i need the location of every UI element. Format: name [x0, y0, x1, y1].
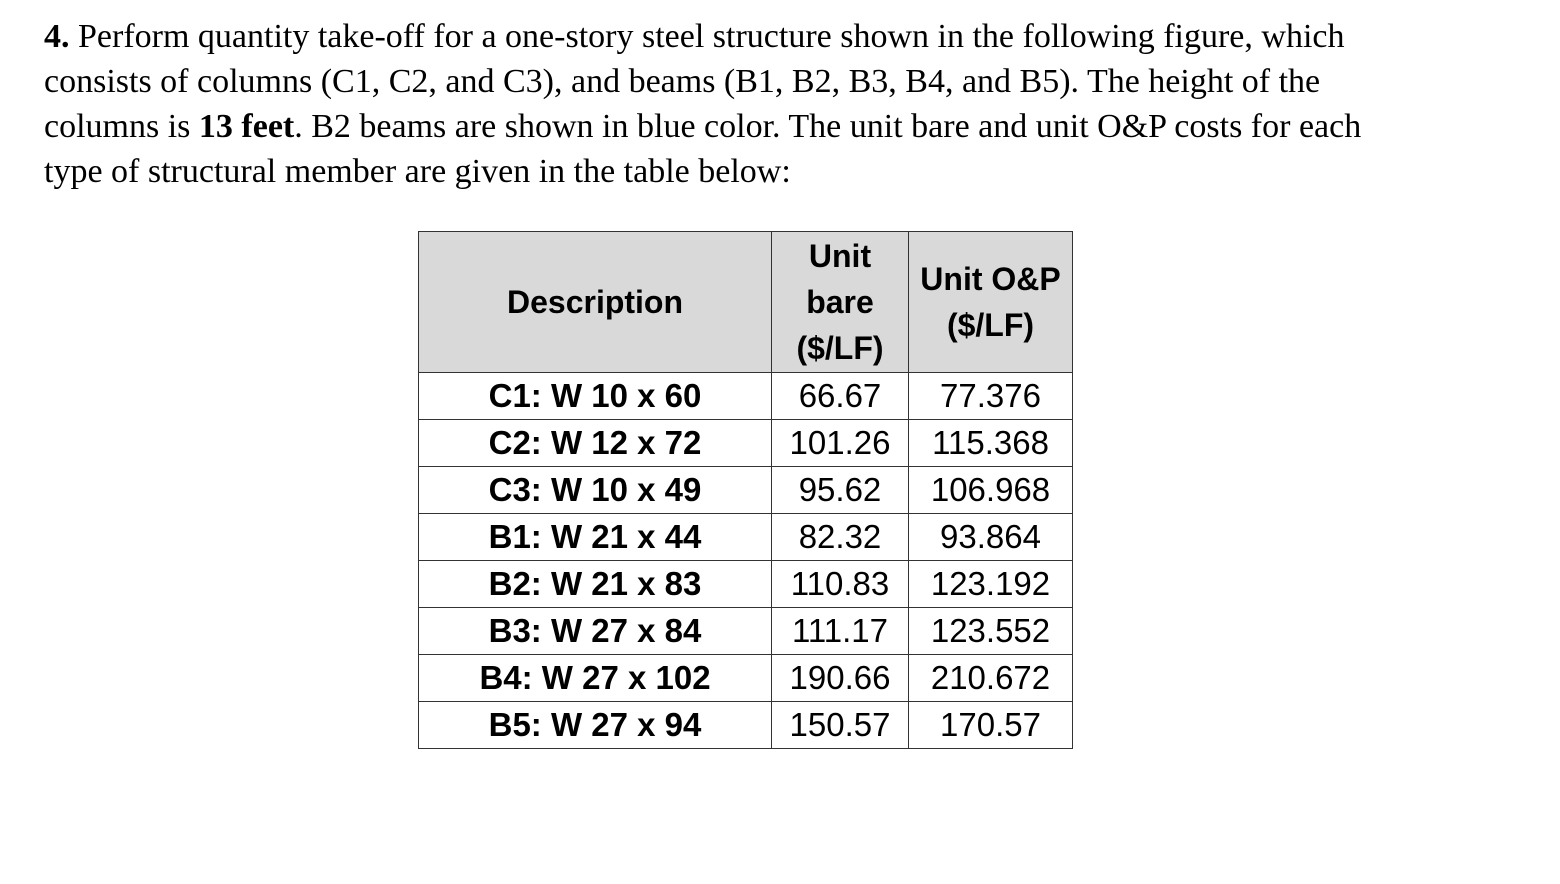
table-row — [419, 702, 1073, 749]
problem-line-4: type of structural member are given in the table below: — [44, 153, 791, 190]
header-unit-bare-line-3: ($/LF) — [796, 330, 884, 366]
header-unit-op — [909, 232, 1073, 373]
header-unit-bare — [772, 232, 909, 373]
row-unit-bare: 111.17 — [772, 608, 909, 655]
row-description: B1: W 21 x 44 — [419, 514, 772, 561]
table-row — [419, 655, 1073, 702]
row-unit-bare: 82.32 — [772, 514, 909, 561]
table-header-row — [419, 232, 1073, 373]
row-unit-op: 93.864 — [909, 514, 1073, 561]
column-height-value: 13 feet — [198, 108, 295, 145]
problem-line-2: consists of columns (C1, C2, and C3), and beams (B1, B2, B3, B4, and B5). The height of the — [44, 63, 1321, 100]
problem-line-3-end: . B2 beams are shown in blue color. The unit bare and unit O&P costs for each — [294, 108, 1362, 145]
row-unit-bare: 190.66 — [772, 655, 909, 702]
table-row — [419, 561, 1073, 608]
header-unit-bare-line-2: bare — [806, 284, 874, 320]
row-unit-bare: 110.83 — [772, 561, 909, 608]
problem-statement — [44, 14, 1524, 194]
row-unit-op: 210.672 — [909, 655, 1073, 702]
row-description: B4: W 27 x 102 — [419, 655, 772, 702]
row-unit-op: 170.57 — [909, 702, 1073, 749]
problem-line-1 — [44, 14, 1524, 59]
table-row — [419, 608, 1073, 655]
row-unit-op: 123.192 — [909, 561, 1073, 608]
table-row — [419, 514, 1073, 561]
header-unit-op-line-2: ($/LF) — [946, 307, 1035, 343]
row-description: B5: W 27 x 94 — [419, 702, 772, 749]
problem-line-1-text: Perform quantity take-off for a one-story steel structure shown in the following figure, which — [69, 18, 1345, 55]
row-unit-bare: 101.26 — [772, 420, 909, 467]
row-description: B3: W 27 x 84 — [419, 608, 772, 655]
row-unit-op: 106.968 — [909, 467, 1073, 514]
table-row — [419, 420, 1073, 467]
problem-line-3-start: columns is — [44, 108, 199, 145]
table-row — [419, 467, 1073, 514]
row-unit-bare: 95.62 — [772, 467, 909, 514]
row-unit-bare: 66.67 — [772, 373, 909, 420]
header-unit-op-line-1: Unit O&P — [920, 261, 1061, 297]
row-unit-op: 77.376 — [909, 373, 1073, 420]
row-unit-bare: 150.57 — [772, 702, 909, 749]
unit-cost-table — [418, 231, 1073, 749]
problem-line-3 — [44, 104, 1524, 149]
row-description: C3: W 10 x 49 — [419, 467, 772, 514]
row-description: C2: W 12 x 72 — [419, 420, 772, 467]
table-row — [419, 373, 1073, 420]
header-unit-bare-line-1: Unit — [808, 238, 872, 274]
row-description: C1: W 10 x 60 — [419, 373, 772, 420]
header-description: Description — [419, 232, 772, 373]
row-unit-op: 115.368 — [909, 420, 1073, 467]
row-description: B2: W 21 x 83 — [419, 561, 772, 608]
row-unit-op: 123.552 — [909, 608, 1073, 655]
problem-number: 4. — [44, 18, 70, 55]
